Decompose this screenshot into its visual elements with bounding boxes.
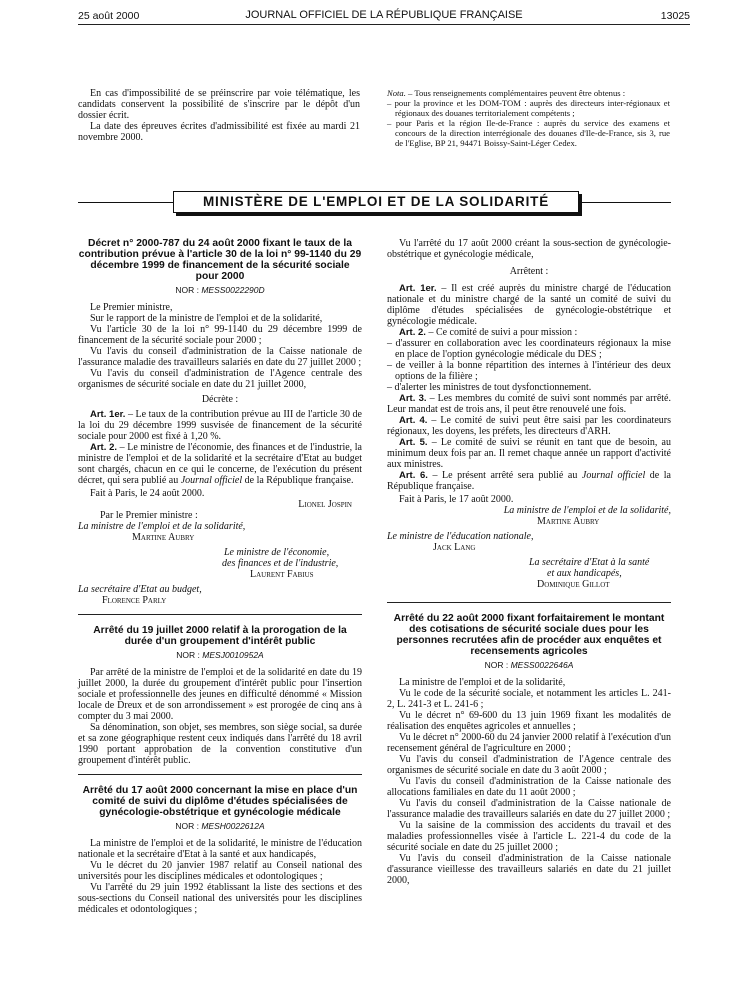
article: Art. 4. – Le comité de suivi peut être saisi par les coordinateurs régionaux, les doyens, les préfets, les directeurs d'ARH.: [387, 415, 671, 437]
nota-label: Nota.: [387, 88, 406, 98]
paragraph: Vu la saisine de la commission des accidents du travail et des maladies professionnelles visée à l'article L. 221-4 du code de la sécurité sociale en date du 25 juillet 2000 ;: [387, 820, 671, 853]
minister-title: Le ministre de l'économie,: [224, 547, 330, 558]
arrete2-nor: NOR : MESH0022612A: [175, 821, 265, 831]
arrete3-title: Arrêté du 22 août 2000 fixant forfaitairement le montant des cotisations de sécurité sociale dues pour les personnes recrutées afin de procéder aux enquêtes et recensements agricoles: [393, 613, 665, 657]
nota-block: [387, 88, 670, 148]
signature: Florence Parly: [102, 595, 167, 606]
right-column: [387, 238, 671, 886]
minister-title: et aux handicapés,: [547, 568, 622, 579]
minister-title: La secrétaire d'Etat à la santé: [529, 557, 650, 568]
ministry-heading: MINISTÈRE DE L'EMPLOI ET DE LA SOLIDARITÉ: [173, 191, 579, 213]
arrete1-nor: NOR : MESJ0010952A: [176, 650, 264, 660]
paragraph: Le Premier ministre,: [90, 302, 173, 313]
arrete2-title: Arrêté du 17 août 2000 concernant la mise en place d'un comité de suivi du diplôme d'études spécialisées de gynécologie-obstétrique et gynécologie médicale: [82, 785, 358, 818]
decret-title: Décret n° 2000-787 du 24 août 2000 fixant le taux de la contribution prévue à l'article 30 de la loi n° 99-1140 du 29 décembre 1999 de financement de la sécurité sociale pour 2000: [78, 238, 362, 282]
nota-item: – pour Paris et la région Ile-de-France : auprès du service des examens et concours de la direction interrégionale des douanes d'Ile-de-France, sis 3, rue de l'Eglise, BP 21, 94471 Boissy-Saint-Léger Cedex.: [387, 118, 670, 148]
paragraph: Vu l'avis du conseil d'administration de la Caisse nationale des allocations familiales en date du 11 août 2000 ;: [387, 776, 671, 798]
article: Art. 1er. – Il est créé auprès du ministre chargé de l'éducation nationale et du ministre chargé de la santé un comité de suivi du diplôme d'études spécialisées de gynécologie-obstétrique et gynécologie médicale.: [387, 283, 671, 327]
paragraph: Vu le décret n° 2000-60 du 24 janvier 2000 relatif à l'exécution d'un recensement général de l'agriculture en 2000 ;: [387, 732, 671, 754]
signature: Martine Aubry: [537, 516, 600, 527]
decrete-label: Décrète :: [201, 394, 239, 405]
paragraph: La date des épreuves écrites d'admissibilité est fixée au mardi 21 novembre 2000.: [78, 121, 360, 143]
paragraph: La ministre de l'emploi et de la solidarité, le ministre de l'éducation nationale et la secrétaire d'Etat à la santé et aux handicapés,: [78, 838, 362, 860]
par-line: Par le Premier ministre :: [100, 510, 198, 521]
paragraph: Par arrêté de la ministre de l'emploi et de la solidarité en date du 19 juillet 2000, la durée du groupement d'intérêt public pour l'insertion sociale et professionnelle des jeunes en difficulté dénommé « Mission locale de Dreux et de son arrondissement » est prorogée de cinq ans à compter du 3 mai 2000.: [78, 667, 362, 722]
paragraph: Vu l'article 30 de la loi n° 99-1140 du 29 décembre 1999 de financement de la sécurité sociale pour 2000 ;: [78, 324, 362, 346]
paragraph: Vu l'avis du conseil d'administration de la Caisse nationale d'assurance vieillesse des travailleurs salariés en date du 21 juillet 2000,: [387, 853, 671, 886]
paragraph: Sur le rapport de la ministre de l'emploi et de la solidarité,: [90, 313, 323, 324]
paragraph: Vu le code de la sécurité sociale, et notamment les articles L. 241-2, L. 241-3 et L. 241-6 ;: [387, 688, 671, 710]
divider: [78, 202, 173, 203]
paragraph: En cas d'impossibilité de se préinscrire par voie télématique, les candidats conservent la possibilité de s'inscrire par le dépôt d'un dossier écrit.: [78, 88, 360, 121]
article: Art. 6. – Le présent arrêté sera publié au Journal officiel de la République française.: [387, 470, 671, 492]
decret-nor: NOR : MESS0022290D: [175, 285, 265, 295]
minister-title: La ministre de l'emploi et de la solidarité,: [78, 521, 246, 532]
page-header: [78, 8, 690, 25]
article: Art. 3. – Les membres du comité de suivi sont nommés par arrêté. Leur mandat est de trois ans, il peut être renouvelé une fois.: [387, 393, 671, 415]
article: Art. 5. – Le comité de suivi se réunit en tant que de besoin, au minimum deux fois par an. Il remet chaque année un rapport d'activité aux ministres.: [387, 437, 671, 470]
signature: Laurent Fabius: [250, 569, 314, 580]
nota-item: – pour la province et les DOM-TOM : auprès des directeurs inter-régionaux et régionaux des douanes territorialement compétents ;: [387, 98, 670, 118]
list-item: – d'assurer en collaboration avec les coordinateurs régionaux la mise en place de l'option gynécologie médicale du DES ;: [387, 338, 671, 360]
divider: [581, 202, 671, 203]
article: Art. 2. – Ce comité de suivi a pour mission :: [399, 327, 578, 338]
header-title: JOURNAL OFFICIEL DE LA RÉPUBLIQUE FRANÇAISE: [245, 9, 523, 21]
divider: [78, 614, 362, 615]
paragraph: Vu l'avis du conseil d'administration de l'Agence centrale des organismes de sécurité sociale en date du 3 août 2000 ;: [387, 754, 671, 776]
divider: [78, 774, 362, 775]
paragraph: Vu l'arrêté du 17 août 2000 créant la sous-section de gynécologie-obstétrique et gynécologie médicale,: [387, 238, 671, 260]
arrete3-nor: NOR : MESS0022646A: [484, 660, 574, 670]
minister-title: La ministre de l'emploi et de la solidarité,: [503, 505, 671, 516]
paragraph: Vu l'arrêté du 29 juin 1992 établissant la liste des sections et des sous-sections du Conseil national des universités pour les disciplines médicales et odontologiques ;: [78, 882, 362, 915]
minister-title: Le ministre de l'éducation nationale,: [387, 531, 534, 542]
paragraph: Vu le décret n° 69-600 du 13 juin 1969 fixant les modalités de réalisation des enquêtes agricoles et annuelles ;: [387, 710, 671, 732]
signature: Martine Aubry: [132, 532, 195, 543]
nota-text: – Tous renseignements complémentaires peuvent être obtenus :: [405, 88, 626, 98]
header-date: 25 août 2000: [78, 10, 140, 22]
paragraph: La ministre de l'emploi et de la solidarité,: [399, 677, 566, 688]
minister-title: La secrétaire d'Etat au budget,: [78, 584, 202, 595]
article: Art. 1er. – Le taux de la contribution prévue au III de l'article 30 de la loi du 29 décembre 1999 susvisée de financement de la sécurité sociale pour 2000 est fixé à 1,20 %.: [78, 409, 362, 442]
left-column: [78, 238, 362, 915]
signature: Jack Lang: [433, 542, 476, 553]
divider: [387, 602, 671, 603]
arretent-label: Arrêtent :: [509, 266, 549, 277]
signature: Dominique Gillot: [537, 579, 610, 590]
list-item: – d'alerter les ministres de tout dysfonctionnement.: [387, 382, 592, 393]
paragraph: Vu l'avis du conseil d'administration de la Caisse nationale de l'assurance maladie des travailleurs salariés en date du 27 juillet 2000 ;: [78, 346, 362, 368]
minister-title: des finances et de l'industrie,: [222, 558, 339, 569]
fait-line: Fait à Paris, le 24 août 2000.: [90, 488, 205, 499]
paragraph: Vu le décret du 20 janvier 1987 relatif au Conseil national des universités pour les disciplines médicales et odontologiques ;: [78, 860, 362, 882]
paragraph: Sa dénomination, son objet, ses membres, son siège social, sa durée et sa zone géographique restent ceux indiqués dans l'arrêté du 18 avril 1990 portant approbation de la convention constitutive d'un groupement d'intérêt public.: [78, 722, 362, 766]
top-left-block: [78, 88, 360, 143]
paragraph: Vu l'avis du conseil d'administration de l'Agence centrale des organismes de sécurité sociale en date du 21 juillet 2000,: [78, 368, 362, 390]
signature: Lionel Jospin: [298, 499, 352, 510]
fait-line: Fait à Paris, le 17 août 2000.: [399, 494, 514, 505]
arrete1-title: Arrêté du 19 juillet 2000 relatif à la prorogation de la durée d'un groupement d'intérêt public: [93, 625, 347, 647]
list-item: – de veiller à la bonne répartition des internes à l'intérieur des deux options de la filière ;: [387, 360, 671, 382]
article: Art. 2. – Le ministre de l'économie, des finances et de l'industrie, la ministre de l'emploi et de la solidarité et la secrétaire d'Etat au budget sont chargés, chacun en ce qui le concerne, de l'exécution du présent décret, qui sera publié au Journal officiel de la République française.: [78, 442, 362, 486]
header-page-number: 13025: [660, 10, 690, 22]
paragraph: Vu l'avis du conseil d'administration de la Caisse nationale de l'assurance maladie des travailleurs salariés en date du 27 juillet 2000 ;: [387, 798, 671, 820]
